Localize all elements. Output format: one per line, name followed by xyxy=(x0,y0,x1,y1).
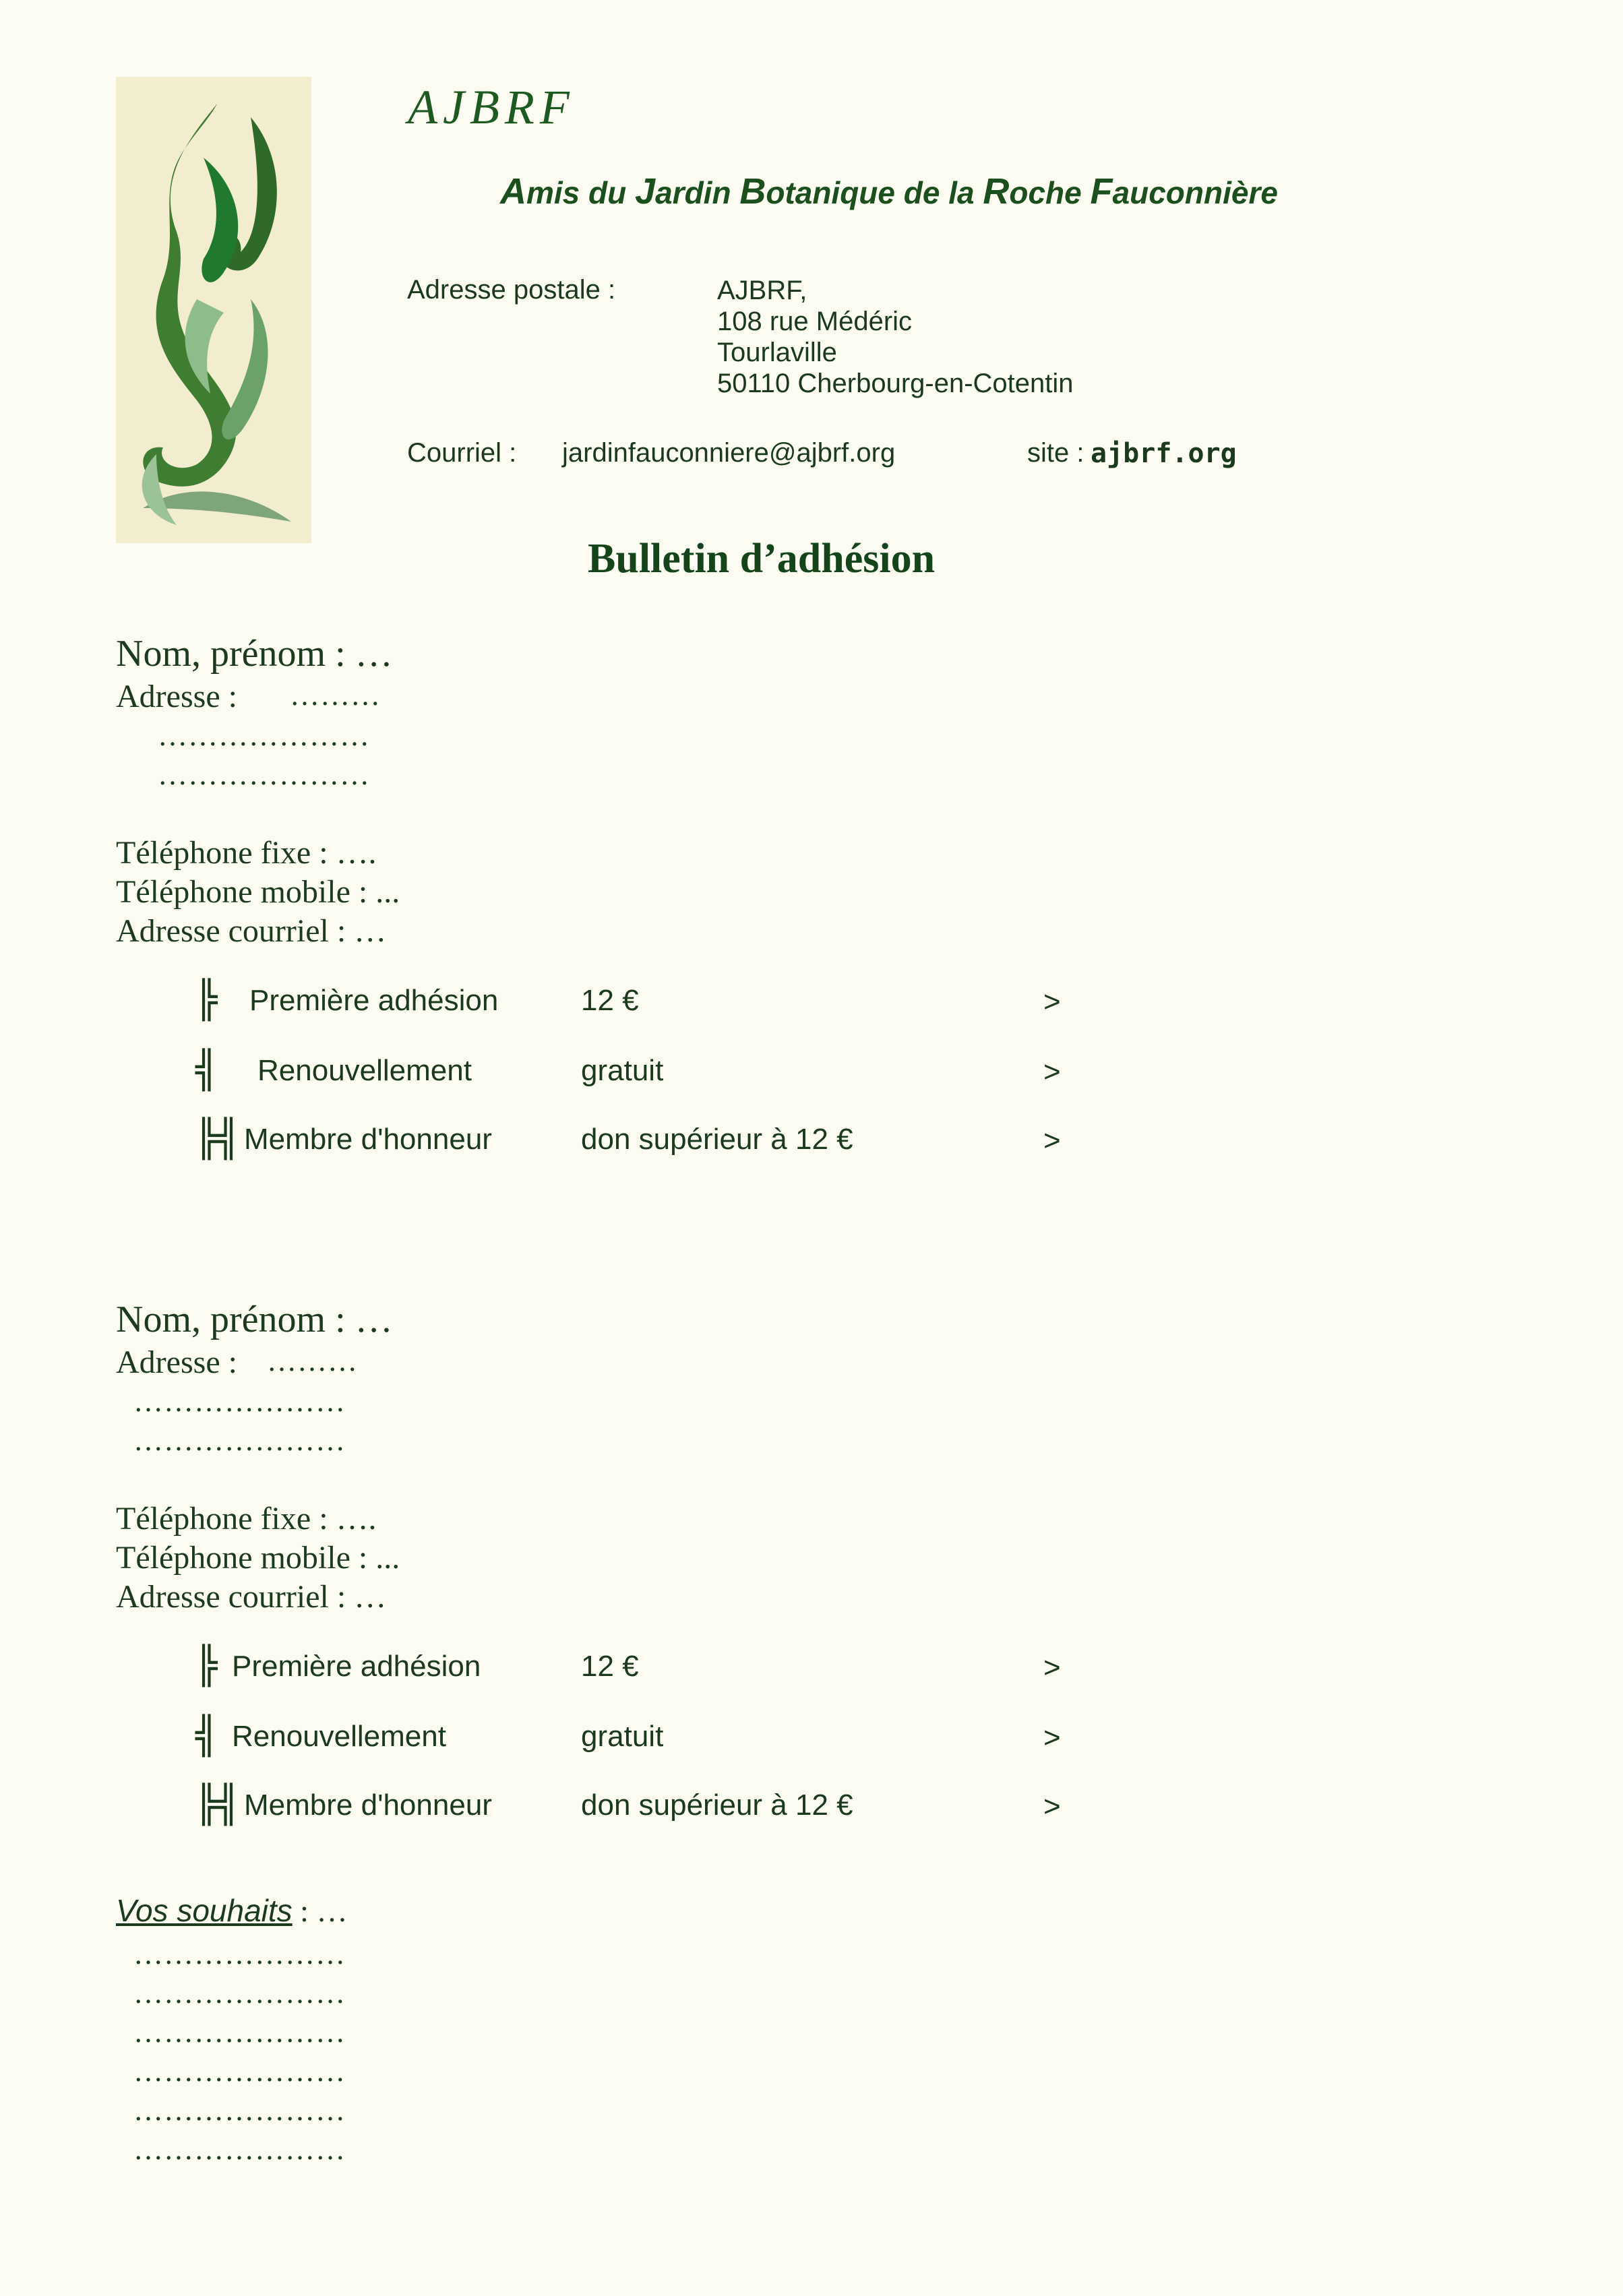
checkbox-icon[interactable]: ╠ xyxy=(195,979,218,1021)
option-label: Première adhésion xyxy=(249,984,499,1017)
wishes-label: Vos souhaits xyxy=(116,1893,293,1928)
chevron-right-icon: > xyxy=(1043,1124,1061,1157)
wishes-line-5[interactable]: ………………… xyxy=(133,2094,346,2127)
chevron-right-icon: > xyxy=(1043,1790,1061,1823)
wishes-line-1[interactable]: ………………… xyxy=(133,1937,346,1971)
email-field[interactable]: Adresse courriel : … xyxy=(116,1579,387,1615)
option-label: Membre d'honneur xyxy=(244,1789,492,1822)
option-price: gratuit xyxy=(581,1054,664,1087)
chevron-right-icon: > xyxy=(1043,1651,1061,1684)
option-price: don supérieur à 12 € xyxy=(581,1123,853,1156)
postal-label: Adresse postale : xyxy=(407,275,616,305)
postal-address: AJBRF, 108 rue Médéric Tourlaville 50110 Cherbourg-en-Cotentin xyxy=(717,276,1074,398)
chevron-right-icon: > xyxy=(1043,1055,1061,1088)
chevron-right-icon: > xyxy=(1043,985,1061,1018)
checkbox-icon[interactable]: ╣ xyxy=(195,1714,218,1757)
checkbox-icon[interactable]: ╠╣ xyxy=(195,1117,240,1160)
logo-image xyxy=(116,77,311,543)
address-line-3[interactable]: ………………… xyxy=(158,758,370,791)
phone-mobile-field[interactable]: Téléphone mobile : ... xyxy=(116,1540,400,1576)
option-label: Renouvellement xyxy=(257,1054,472,1087)
wishes-line-4[interactable]: ………………… xyxy=(133,2055,346,2088)
address-field-label: Adresse : xyxy=(116,1344,237,1380)
phone-fixed-field[interactable]: Téléphone fixe : …. xyxy=(116,835,377,871)
option-price: gratuit xyxy=(581,1720,664,1753)
address-line-3[interactable]: ………………… xyxy=(133,1424,346,1457)
option-price: don supérieur à 12 € xyxy=(581,1789,853,1822)
phone-mobile-field[interactable]: Téléphone mobile : ... xyxy=(116,874,400,910)
option-price: 12 € xyxy=(581,1650,639,1683)
address-line-1[interactable]: ……… xyxy=(290,679,381,712)
name-field[interactable]: Nom, prénom : … xyxy=(116,1299,393,1340)
wishes-suffix: : … xyxy=(292,1894,348,1928)
address-line-2[interactable]: ………………… xyxy=(158,719,370,752)
address-line-1[interactable]: ……… xyxy=(267,1344,358,1377)
wishes-line-3[interactable]: ………………… xyxy=(133,2016,346,2049)
email-field[interactable]: Adresse courriel : … xyxy=(116,913,387,949)
site-link[interactable]: ajbrf.org xyxy=(1091,438,1237,469)
org-full-name: Amis du Jardin Botanique de la Roche Fauconnière xyxy=(500,171,1278,212)
contact-email-link[interactable]: jardinfauconniere@ajbrf.org xyxy=(562,438,896,468)
email-label: Courriel : xyxy=(407,438,517,468)
phone-fixed-field[interactable]: Téléphone fixe : …. xyxy=(116,1501,377,1537)
site-label: site : xyxy=(1027,438,1084,468)
name-field[interactable]: Nom, prénom : … xyxy=(116,633,393,675)
option-label: Membre d'honneur xyxy=(244,1123,492,1156)
wishes-line-6[interactable]: ………………… xyxy=(133,2133,346,2166)
checkbox-icon[interactable]: ╠ xyxy=(195,1644,218,1687)
option-label: Première adhésion xyxy=(232,1650,481,1683)
option-label: Renouvellement xyxy=(232,1720,446,1753)
wishes-line-2[interactable]: ………………… xyxy=(133,1977,346,2010)
address-field-label: Adresse : xyxy=(116,679,237,714)
checkbox-icon[interactable]: ╣ xyxy=(195,1049,218,1091)
org-acronym: AJBRF xyxy=(408,80,575,134)
option-price: 12 € xyxy=(581,984,639,1017)
page-title: Bulletin d’adhésion xyxy=(588,536,936,582)
checkbox-icon[interactable]: ╠╣ xyxy=(195,1783,240,1826)
address-line-2[interactable]: ………………… xyxy=(133,1385,346,1418)
chevron-right-icon: > xyxy=(1043,1721,1061,1754)
wishes-heading xyxy=(116,1892,347,1929)
